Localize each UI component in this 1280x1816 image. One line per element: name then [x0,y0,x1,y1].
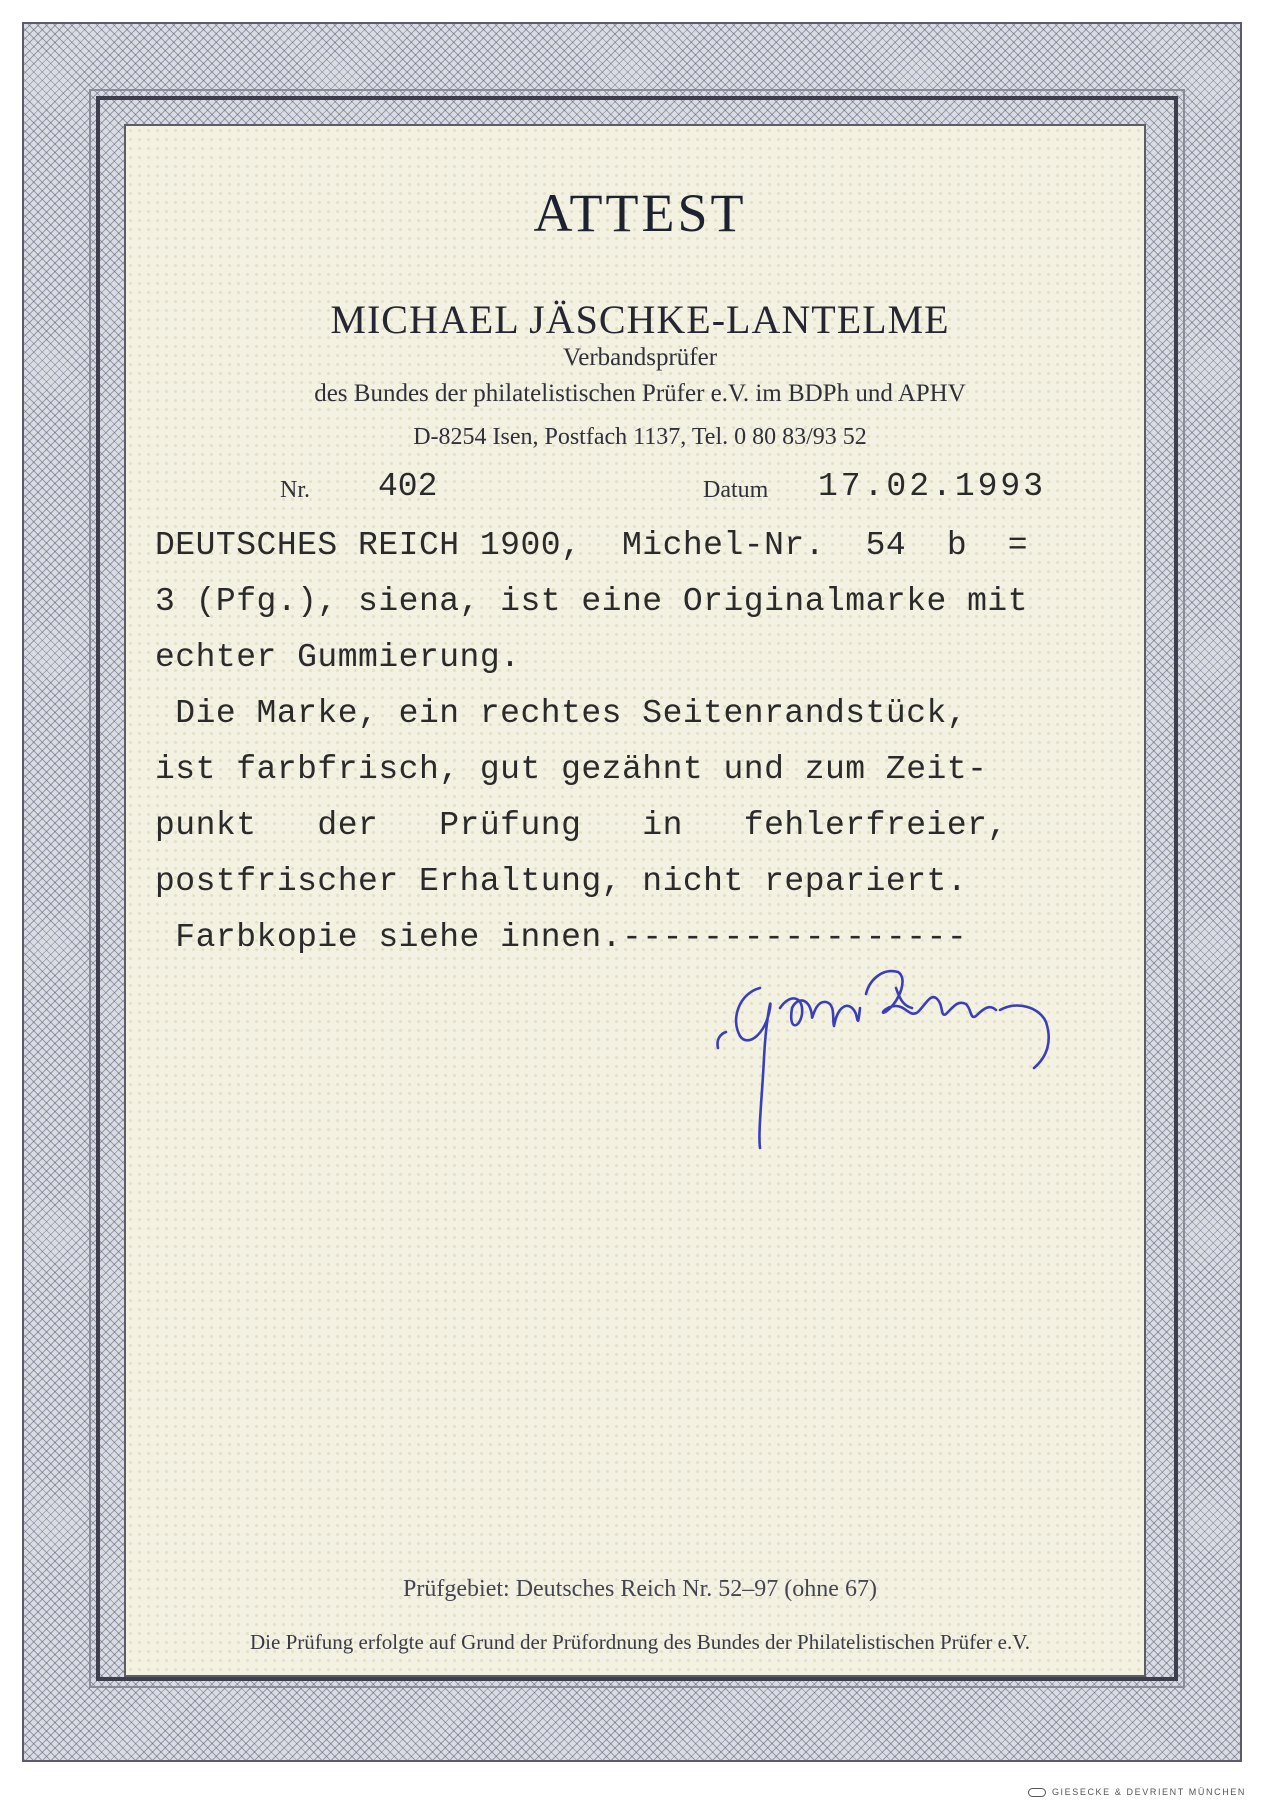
examiner-signature [700,948,1130,1158]
date-label: Datum [703,477,769,503]
examination-scope: Prüfgebiet: Deutsches Reich Nr. 52–97 (ohne 67) [403,1576,877,1602]
certificate-text-line: Die Marke, ein rechtes Seitenrandstück, [155,695,968,732]
address-line: D-8254 Isen, Postfach 1137, Tel. 0 80 83/93 52 [413,424,867,450]
number-label: Nr. [280,477,310,503]
examination-regulation: Die Prüfung erfolgte auf Grund der Prüfordnung des Bundes der Philatelistischen Prüfer e.V. [250,1630,1030,1654]
certificate-date: 17.02.1993 [818,468,1047,505]
certificate-number: 402 [378,468,438,505]
printer-logo-icon [1028,1788,1046,1797]
examiner-name: MICHAEL JÄSCHKE-LANTELME [330,297,950,342]
certificate-text-line: ist farbfrisch, gut gezähnt und zum Zeit- [155,751,988,788]
certificate-title: ATTEST [533,183,747,243]
certificate-text-line: DEUTSCHES REICH 1900, Michel-Nr. 54 b = [155,527,1029,564]
printer-name: GIESECKE & DEVRIENT MÜNCHEN [1051,1787,1246,1797]
examiner-role: Verbandsprüfer [562,344,718,371]
certificate-text-line: Farbkopie siehe innen.----------------- [155,919,968,956]
certificate-text-line: punkt der Prüfung in fehlerfreier, [155,807,1008,844]
printer-imprint [1028,1787,1246,1797]
association-line: des Bundes der philatelistischen Prüfer e.V. im BDPh und APHV [314,380,966,407]
certificate-text-line: postfrischer Erhaltung, nicht repariert. [155,863,968,900]
certificate-text-line: echter Gummierung. [155,639,521,676]
certificate-text-line: 3 (Pfg.), siena, ist eine Originalmarke mit [155,583,1029,620]
